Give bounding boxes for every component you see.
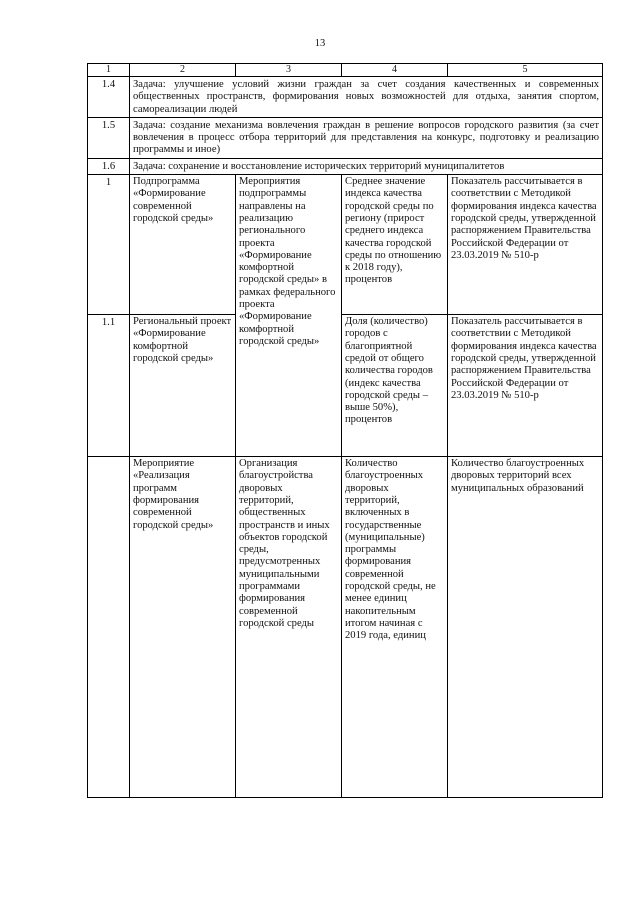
header-row	[88, 64, 603, 77]
task-num: 1.5	[88, 117, 130, 158]
col-header-2: 2	[130, 64, 236, 77]
subprogram-row	[88, 175, 603, 315]
subprogram-indicator: Среднее значение индекса качества городской среды по региону (прирост среднего индекса качества городской среды по отношению к 2018 году), процентов	[342, 175, 448, 315]
task-text: Задача: улучшение условий жизни граждан за счет создания качественных и современных общественных пространств, формирования новых возможностей для отдыха, занятия спортом, самореализации людей	[130, 77, 603, 118]
task-text: Задача: создание механизма вовлечения граждан в решение вопросов городского развития (за счет вовлечения в процесс отбора территорий для представления на конкурс, подготовку и реализацию программы и иное)	[130, 117, 603, 158]
row-num	[88, 457, 130, 798]
event-name: Мероприятие «Реализация программ формирования современной городской среды»	[130, 457, 236, 798]
indicators-table	[87, 63, 603, 798]
event-measure: Организация благоустройства дворовых территорий, общественных пространств и иных объектов городской среды, предусмотренных муниципальными программами формирования современной городской среды	[236, 457, 342, 798]
event-indicator: Количество благоустроенных дворовых территорий, включенных в государственные (муниципальные) программы формирования современной городской среды, не менее единиц накопительным итогом начиная с 2019 года, единиц	[342, 457, 448, 798]
col-header-3: 3	[236, 64, 342, 77]
col-header-1: 1	[88, 64, 130, 77]
project-indicator: Доля (количество) городов с благоприятной средой от общего количества городов (индекс качества городской среды – выше 50%), процентов	[342, 315, 448, 457]
project-row	[88, 315, 603, 457]
task-row	[88, 117, 603, 158]
col-header-5: 5	[448, 64, 603, 77]
subprogram-method: Показатель рассчитывается в соответствии с Методикой формирования индекса качества городской среды, утвержденной распоряжением Правительства Российской Федерации от 23.03.2019 № 510-р	[448, 175, 603, 315]
row-num: 1.1	[88, 315, 130, 457]
event-method: Количество благоустроенных дворовых территорий всех муниципальных образований	[448, 457, 603, 798]
task-num: 1.4	[88, 77, 130, 118]
subprogram-measure: Мероприятия подпрограммы направлены на реализацию регионального проекта «Формирование комфортной городской среды» в рамках федерального проекта «Формирование комфортной городской среды»	[236, 175, 342, 457]
project-method: Показатель рассчитывается в соответствии с Методикой формирования индекса качества городской среды, утвержденной распоряжением Правительства Российской Федерации от 23.03.2019 № 510-р	[448, 315, 603, 457]
row-num: 1	[88, 175, 130, 315]
subprogram-name: Подпрограмма «Формирование современной городской среды»	[130, 175, 236, 315]
task-text: Задача: сохранение и восстановление исторических территорий муниципалитетов	[130, 158, 603, 174]
task-row	[88, 77, 603, 118]
col-header-4: 4	[342, 64, 448, 77]
task-num: 1.6	[88, 158, 130, 174]
project-name: Региональный проект «Формирование комфортной городской среды»	[130, 315, 236, 457]
task-row	[88, 158, 603, 174]
event-row	[88, 457, 603, 798]
page-number: 13	[314, 38, 326, 49]
